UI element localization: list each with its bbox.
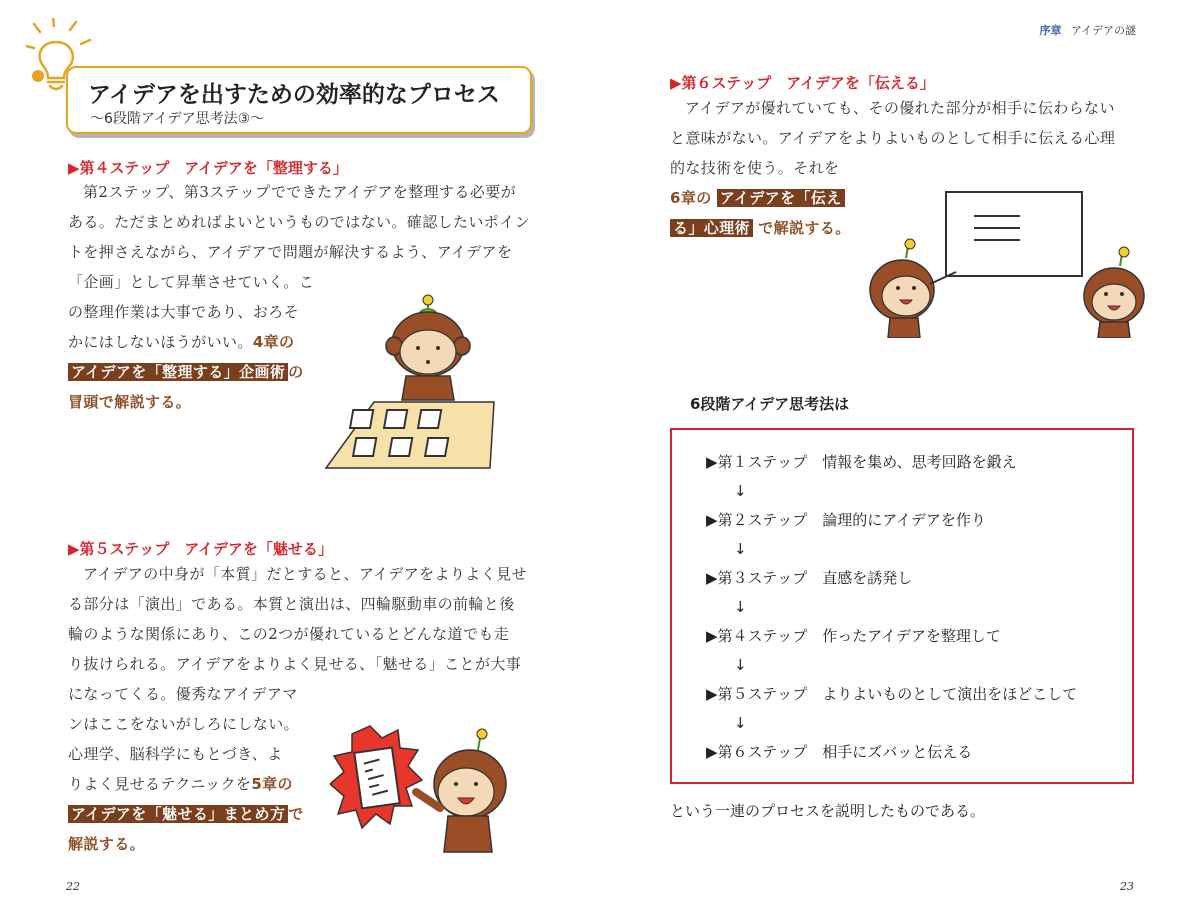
step5-line: りよく見せるテクニックを bbox=[68, 775, 252, 793]
summary-step: ▶第４ステップ 作ったアイデアを整理して bbox=[706, 627, 1001, 645]
step5-line: る部分は「演出」である。本質と演出は、四輪駆動車の前輪と後 bbox=[68, 595, 515, 613]
section-title: アイデアを出すための効率的なプロセス bbox=[88, 82, 500, 108]
step4-line: ある。ただまとめればよいというものではない。確認したいポイン bbox=[68, 213, 531, 231]
step5-line: アイデアの中身が「本質」だとすると、アイデアをよりよく見せ bbox=[83, 565, 527, 583]
step6-ref-chapter: 6章の bbox=[670, 189, 712, 207]
summary-intro: 6段階アイデア思考法は bbox=[690, 395, 850, 413]
step4-line: かにはしないほうがいい。 bbox=[68, 333, 253, 351]
step4-line: 「企画」として昇華させていく。こ bbox=[68, 273, 315, 291]
down-arrow-icon: ↓ bbox=[734, 656, 747, 674]
summary-outro: という一連のプロセスを説明したものである。 bbox=[670, 802, 986, 820]
step5-line: 輪のような関係にあり、この2つが優れているとどんな道でも走 bbox=[68, 625, 510, 643]
step6-line: 的な技術を使う。それを bbox=[670, 159, 840, 177]
summary-box bbox=[670, 428, 1134, 784]
step4-ref-chapter: 4章の bbox=[252, 333, 295, 351]
step4-ref-end: 冒頭で解説する。 bbox=[68, 393, 192, 411]
monkey-document-illustration bbox=[330, 722, 510, 872]
step6-ref-highlight: アイデアを「伝え bbox=[717, 189, 845, 207]
summary-step: ▶第２ステップ 論理的にアイデアを作り bbox=[706, 511, 986, 529]
summary-step: ▶第６ステップ 相手にズバッと伝える bbox=[706, 743, 973, 761]
summary-step: ▶第３ステップ 直感を誘発し bbox=[706, 569, 913, 587]
chapter-label: 序章 bbox=[1039, 24, 1062, 37]
down-arrow-icon: ↓ bbox=[734, 482, 747, 500]
down-arrow-icon: ↓ bbox=[734, 540, 747, 558]
step4-ref-highlight: アイデアを「整理する」企画術 bbox=[68, 363, 288, 381]
step5-ref-highlight: アイデアを「魅せる」まとめ方 bbox=[68, 805, 288, 823]
step4-line: トを押さえながら、アイデアで問題が解決するよう、アイデアを bbox=[68, 243, 513, 261]
section-title-box bbox=[66, 66, 532, 134]
step6-line: アイデアが優れていても、その優れた部分が相手に伝わらない bbox=[685, 99, 1115, 117]
step4-ref-after: の bbox=[288, 363, 304, 381]
step6-ref-after: で解説する。 bbox=[758, 219, 851, 237]
down-arrow-icon: ↓ bbox=[734, 714, 747, 732]
step4-line: の整理作業は大事であり、おろそ bbox=[68, 303, 300, 321]
monkeys-presenting-illustration bbox=[860, 188, 1150, 338]
section-subtitle: 〜6段階アイデア思考法③〜 bbox=[90, 111, 265, 127]
page-number-right: 23 bbox=[1120, 880, 1134, 893]
step5-line: になってくる。優秀なアイデアマ bbox=[68, 685, 298, 703]
step5-ref-after: で bbox=[288, 805, 304, 823]
down-arrow-icon: ↓ bbox=[734, 598, 747, 616]
step6-line: と意味がない。アイデアをよりよいものとして相手に伝える心理 bbox=[670, 129, 1116, 147]
step4-heading: ▶第４ステップ アイデアを「整理する」 bbox=[68, 159, 348, 177]
step5-line: ンはここをないがしろにしない。 bbox=[68, 715, 300, 733]
running-header bbox=[1039, 22, 1136, 38]
page-number-left: 22 bbox=[66, 880, 80, 893]
step5-line: り抜けられる。アイデアをよりよく見せる、「魅せる」ことが大事 bbox=[68, 655, 522, 673]
summary-steps bbox=[706, 448, 1077, 767]
chapter-title: アイデアの謎 bbox=[1070, 24, 1136, 37]
step4-line: 第2ステップ、第3ステップでできたアイデアを整理する必要が bbox=[83, 183, 516, 201]
summary-step: ▶第１ステップ 情報を集め、思考回路を鍛え bbox=[706, 453, 1017, 471]
summary-step: ▶第５ステップ よりよいものとして演出をほどこして bbox=[706, 685, 1078, 703]
monkey-cards-illustration bbox=[322, 292, 502, 474]
step6-ref-highlight: る」心理術 bbox=[670, 219, 753, 237]
step5-ref-end: 解説する。 bbox=[68, 835, 146, 853]
step5-line: 心理学、脳科学にもとづき、よ bbox=[68, 745, 283, 763]
step5-heading: ▶第５ステップ アイデアを「魅せる」 bbox=[68, 540, 333, 558]
step6-heading: ▶第６ステップ アイデアを「伝える」 bbox=[670, 74, 935, 92]
step5-ref-chapter: 5章の bbox=[251, 775, 293, 793]
